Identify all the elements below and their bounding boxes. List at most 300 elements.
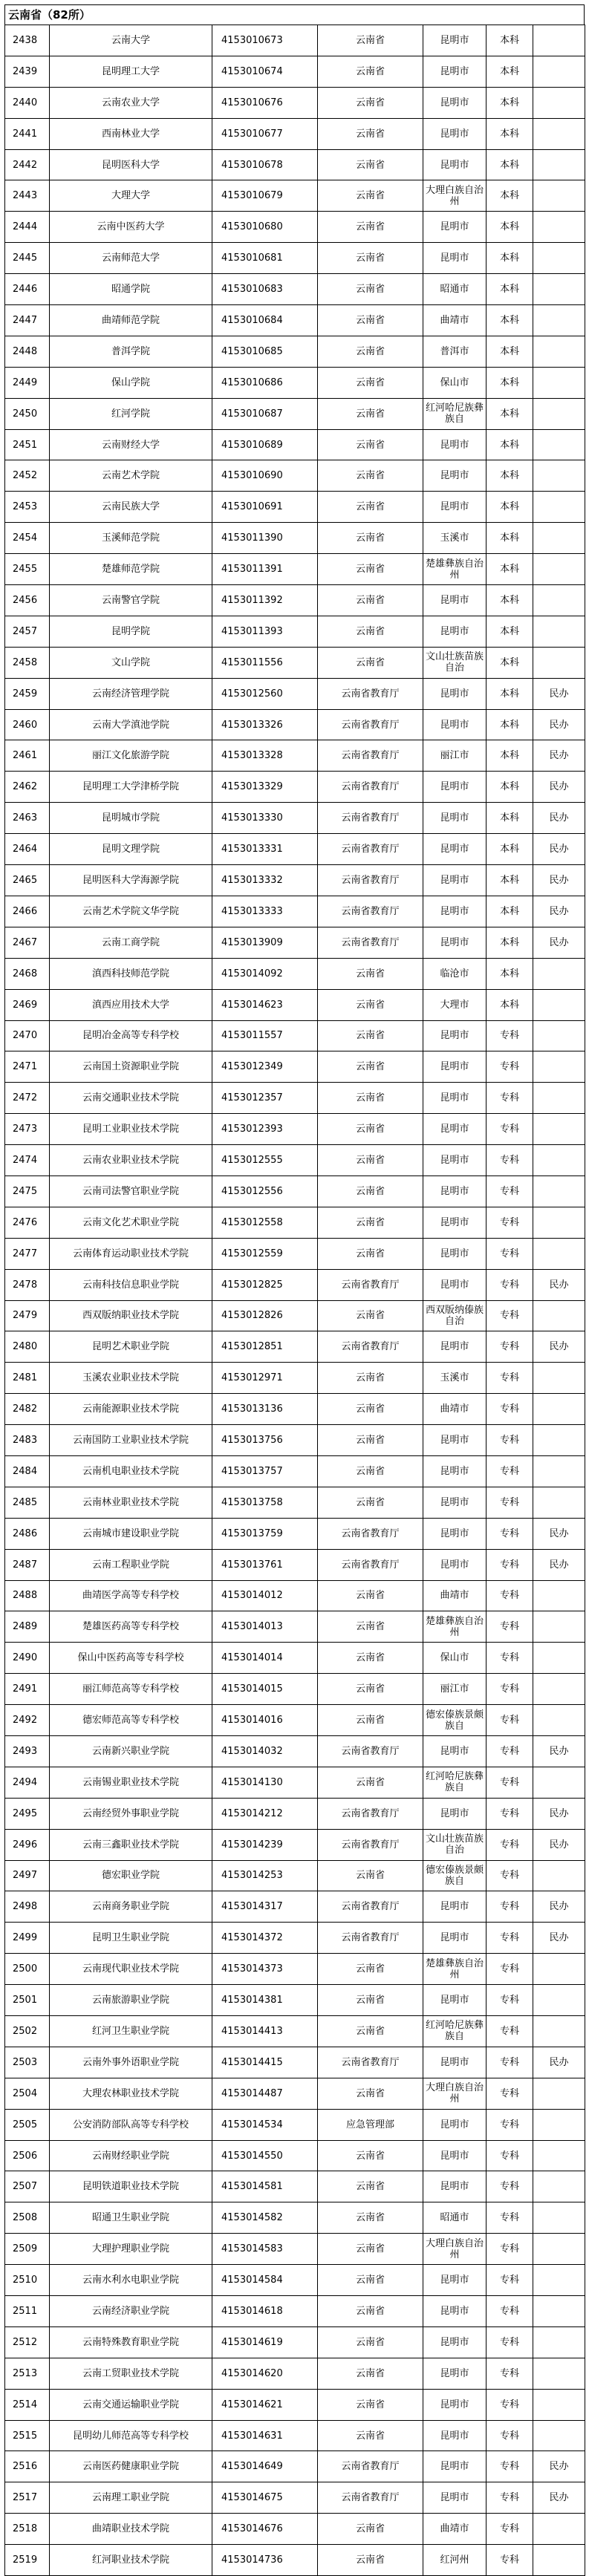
- row-number-cell: 2457: [5, 616, 50, 647]
- level-cell: 专科: [487, 1643, 533, 1674]
- school-name-cell: 云南大学: [50, 25, 212, 56]
- level-cell: 本科: [487, 554, 533, 585]
- level-cell: 专科: [487, 1674, 533, 1705]
- row-number-cell: 2471: [5, 1051, 50, 1083]
- school-name-cell: 滇西应用技术大学: [50, 989, 212, 1020]
- location-cell: 红河哈尼族彝族自: [423, 2016, 487, 2047]
- school-name-cell: 云南三鑫职业技术学院: [50, 1829, 212, 1860]
- remark-cell: [533, 1175, 585, 1207]
- level-cell: 专科: [487, 1860, 533, 1891]
- school-code-cell: 4153013756: [212, 1425, 318, 1456]
- remark-cell: 民办: [533, 2047, 585, 2078]
- authority-cell: 云南省教育厅: [318, 709, 423, 740]
- school-name-cell: 云南现代职业技术学院: [50, 1954, 212, 1985]
- authority-cell: 云南省教育厅: [318, 2451, 423, 2482]
- remark-cell: [533, 1611, 585, 1643]
- school-name-cell: 云南农业大学: [50, 87, 212, 118]
- remark-cell: [533, 1238, 585, 1269]
- row-number-cell: 2483: [5, 1425, 50, 1456]
- table-row: [5, 398, 585, 429]
- authority-cell: 云南省: [318, 1954, 423, 1985]
- school-name-cell: 云南师范大学: [50, 243, 212, 274]
- row-number-cell: 2507: [5, 2171, 50, 2202]
- row-number-cell: 2459: [5, 678, 50, 709]
- level-cell: 本科: [487, 305, 533, 336]
- location-cell: 昆明市: [423, 896, 487, 927]
- level-cell: 本科: [487, 25, 533, 56]
- school-code-cell: 4153014372: [212, 1923, 318, 1954]
- level-cell: 专科: [487, 1020, 533, 1051]
- remark-cell: [533, 305, 585, 336]
- school-code-cell: 4153010673: [212, 25, 318, 56]
- remark-cell: [533, 989, 585, 1020]
- authority-cell: 云南省: [318, 492, 423, 523]
- authority-cell: 云南省: [318, 1643, 423, 1674]
- location-cell: 楚雄彝族自治州: [423, 554, 487, 585]
- school-code-cell: 4153010684: [212, 305, 318, 336]
- authority-cell: 云南省: [318, 2265, 423, 2296]
- location-cell: 昆明市: [423, 2047, 487, 2078]
- row-number-cell: 2477: [5, 1238, 50, 1269]
- school-code-cell: 4153014012: [212, 1580, 318, 1611]
- remark-cell: [533, 1051, 585, 1083]
- level-cell: 专科: [487, 2202, 533, 2234]
- school-code-cell: 4153013758: [212, 1487, 318, 1518]
- school-name-cell: 云南中医药大学: [50, 212, 212, 243]
- level-cell: 本科: [487, 118, 533, 149]
- school-name-cell: 云南民族大学: [50, 492, 212, 523]
- location-cell: 昆明市: [423, 1083, 487, 1114]
- remark-cell: [533, 2296, 585, 2327]
- location-cell: 昭通市: [423, 274, 487, 305]
- school-name-cell: 昆明医科大学海源学院: [50, 865, 212, 896]
- location-cell: 昆明市: [423, 709, 487, 740]
- school-code-cell: 4153014620: [212, 2358, 318, 2389]
- row-number-cell: 2512: [5, 2326, 50, 2358]
- table-row: [5, 958, 585, 989]
- school-name-cell: 云南商务职业学院: [50, 1891, 212, 1923]
- level-cell: 专科: [487, 1455, 533, 1487]
- authority-cell: 云南省教育厅: [318, 803, 423, 834]
- school-code-cell: 4153014618: [212, 2296, 318, 2327]
- school-name-cell: 云南经济职业学院: [50, 2296, 212, 2327]
- remark-cell: [533, 1114, 585, 1145]
- location-cell: 大理白族自治州: [423, 180, 487, 212]
- location-cell: 昆明市: [423, 2109, 487, 2140]
- school-code-cell: 4153010680: [212, 212, 318, 243]
- authority-cell: 云南省教育厅: [318, 2482, 423, 2514]
- row-number-cell: 2513: [5, 2358, 50, 2389]
- school-name-cell: 云南经济管理学院: [50, 678, 212, 709]
- location-cell: 昆明市: [423, 2358, 487, 2389]
- remark-cell: [533, 1674, 585, 1705]
- table-row: [5, 1549, 585, 1580]
- remark-cell: [533, 554, 585, 585]
- location-cell: 昆明市: [423, 25, 487, 56]
- row-number-cell: 2442: [5, 149, 50, 180]
- school-name-cell: 昆明文理学院: [50, 834, 212, 865]
- level-cell: 本科: [487, 367, 533, 398]
- authority-cell: 云南省: [318, 1611, 423, 1643]
- school-name-cell: 云南国防工业职业技术学院: [50, 1425, 212, 1456]
- level-cell: 专科: [487, 1394, 533, 1425]
- table-row: [5, 1394, 585, 1425]
- location-cell: 曲靖市: [423, 1580, 487, 1611]
- location-cell: 昆明市: [423, 1549, 487, 1580]
- remark-cell: 民办: [533, 709, 585, 740]
- row-number-cell: 2438: [5, 25, 50, 56]
- row-number-cell: 2516: [5, 2451, 50, 2482]
- level-cell: 本科: [487, 523, 533, 554]
- school-name-cell: 丽江师范高等专科学校: [50, 1674, 212, 1705]
- school-code-cell: 4153014649: [212, 2451, 318, 2482]
- table-row: [5, 1923, 585, 1954]
- location-cell: 昆明市: [423, 118, 487, 149]
- table-row: [5, 305, 585, 336]
- authority-cell: 云南省: [318, 1145, 423, 1176]
- location-cell: 德宏傣族景颇族自: [423, 1860, 487, 1891]
- row-number-cell: 2456: [5, 585, 50, 616]
- school-name-cell: 玉溪农业职业技术学院: [50, 1363, 212, 1394]
- school-name-cell: 普洱学院: [50, 336, 212, 367]
- school-name-cell: 大理农林职业技术学院: [50, 2078, 212, 2109]
- school-code-cell: 4153011557: [212, 1020, 318, 1051]
- school-code-cell: 4153014676: [212, 2514, 318, 2545]
- location-cell: 文山壮族苗族自治: [423, 647, 487, 678]
- location-cell: 大理白族自治州: [423, 2078, 487, 2109]
- remark-cell: [533, 1083, 585, 1114]
- school-name-cell: 云南财经大学: [50, 429, 212, 460]
- remark-cell: 民办: [533, 772, 585, 803]
- row-number-cell: 2446: [5, 274, 50, 305]
- level-cell: 专科: [487, 2047, 533, 2078]
- school-code-cell: 4153013331: [212, 834, 318, 865]
- authority-cell: 云南省: [318, 2389, 423, 2420]
- school-code-cell: 4153012560: [212, 678, 318, 709]
- school-code-cell: 4153014212: [212, 1798, 318, 1829]
- school-name-cell: 云南艺术学院: [50, 460, 212, 492]
- location-cell: 昆明市: [423, 2171, 487, 2202]
- row-number-cell: 2462: [5, 772, 50, 803]
- remark-cell: [533, 2140, 585, 2171]
- table-body: [5, 25, 585, 2576]
- location-cell: 昆明市: [423, 834, 487, 865]
- row-number-cell: 2492: [5, 1705, 50, 1736]
- row-number-cell: 2498: [5, 1891, 50, 1923]
- school-name-cell: 云南经贸外事职业学院: [50, 1798, 212, 1829]
- authority-cell: 云南省教育厅: [318, 2047, 423, 2078]
- remark-cell: [533, 367, 585, 398]
- row-number-cell: 2441: [5, 118, 50, 149]
- row-number-cell: 2475: [5, 1175, 50, 1207]
- school-name-cell: 楚雄医药高等专科学校: [50, 1611, 212, 1643]
- remark-cell: [533, 2326, 585, 2358]
- school-name-cell: 昆明艺术职业学院: [50, 1331, 212, 1363]
- table-row: [5, 1175, 585, 1207]
- row-number-cell: 2503: [5, 2047, 50, 2078]
- remark-cell: [533, 647, 585, 678]
- school-code-cell: 4153014373: [212, 1954, 318, 1985]
- table-row: [5, 118, 585, 149]
- level-cell: 专科: [487, 2358, 533, 2389]
- remark-cell: 民办: [533, 927, 585, 958]
- remark-cell: 民办: [533, 896, 585, 927]
- remark-cell: [533, 2389, 585, 2420]
- table-row: [5, 1300, 585, 1331]
- school-code-cell: 4153012556: [212, 1175, 318, 1207]
- table-row: [5, 1207, 585, 1238]
- school-code-cell: 4153014092: [212, 958, 318, 989]
- authority-cell: 云南省: [318, 56, 423, 87]
- school-name-cell: 云南工程职业学院: [50, 1549, 212, 1580]
- level-cell: 本科: [487, 492, 533, 523]
- school-code-cell: 4153010685: [212, 336, 318, 367]
- row-number-cell: 2484: [5, 1455, 50, 1487]
- school-code-cell: 4153013328: [212, 740, 318, 772]
- level-cell: 本科: [487, 803, 533, 834]
- school-name-cell: 云南农业职业技术学院: [50, 1145, 212, 1176]
- school-name-cell: 昆明医科大学: [50, 149, 212, 180]
- authority-cell: 云南省: [318, 1114, 423, 1145]
- school-code-cell: 4153014582: [212, 2202, 318, 2234]
- remark-cell: [533, 1207, 585, 1238]
- school-code-cell: 4153013333: [212, 896, 318, 927]
- row-number-cell: 2506: [5, 2140, 50, 2171]
- school-code-cell: 4153014550: [212, 2140, 318, 2171]
- level-cell: 专科: [487, 2545, 533, 2576]
- row-number-cell: 2519: [5, 2545, 50, 2576]
- school-name-cell: 楚雄师范学院: [50, 554, 212, 585]
- level-cell: 专科: [487, 1891, 533, 1923]
- table-row: [5, 1269, 585, 1300]
- level-cell: 本科: [487, 149, 533, 180]
- school-name-cell: 云南医药健康职业学院: [50, 2451, 212, 2482]
- section-title: 云南省（82所）: [4, 4, 585, 25]
- level-cell: 专科: [487, 2234, 533, 2265]
- school-code-cell: 4153012971: [212, 1363, 318, 1394]
- school-code-cell: 4153011391: [212, 554, 318, 585]
- school-code-cell: 4153011393: [212, 616, 318, 647]
- remark-cell: 民办: [533, 803, 585, 834]
- remark-cell: [533, 25, 585, 56]
- row-number-cell: 2517: [5, 2482, 50, 2514]
- school-code-cell: 4153010677: [212, 118, 318, 149]
- level-cell: 专科: [487, 1363, 533, 1394]
- authority-cell: 云南省: [318, 429, 423, 460]
- location-cell: 昆明市: [423, 56, 487, 87]
- row-number-cell: 2487: [5, 1549, 50, 1580]
- authority-cell: 云南省: [318, 2171, 423, 2202]
- row-number-cell: 2491: [5, 1674, 50, 1705]
- location-cell: 昆明市: [423, 460, 487, 492]
- table-row: [5, 2078, 585, 2109]
- remark-cell: [533, 1020, 585, 1051]
- school-name-cell: 昆明理工大学: [50, 56, 212, 87]
- table-row: [5, 2265, 585, 2296]
- remark-cell: 民办: [533, 1518, 585, 1549]
- remark-cell: 民办: [533, 865, 585, 896]
- authority-cell: 云南省: [318, 2420, 423, 2451]
- school-name-cell: 昆明城市学院: [50, 803, 212, 834]
- school-name-cell: 曲靖医学高等专科学校: [50, 1580, 212, 1611]
- table-row: [5, 2358, 585, 2389]
- level-cell: 本科: [487, 709, 533, 740]
- remark-cell: [533, 118, 585, 149]
- row-number-cell: 2449: [5, 367, 50, 398]
- school-name-cell: 云南旅游职业学院: [50, 1985, 212, 2016]
- row-number-cell: 2508: [5, 2202, 50, 2234]
- location-cell: 昆明市: [423, 2482, 487, 2514]
- school-name-cell: 红河职业技术学院: [50, 2545, 212, 2576]
- school-name-cell: 云南大学滇池学院: [50, 709, 212, 740]
- school-code-cell: 4153014130: [212, 1767, 318, 1798]
- school-code-cell: 4153014583: [212, 2234, 318, 2265]
- table-row: [5, 1767, 585, 1798]
- table-row: [5, 1455, 585, 1487]
- authority-cell: 云南省: [318, 554, 423, 585]
- remark-cell: 民办: [533, 1735, 585, 1767]
- school-code-cell: 4153010687: [212, 398, 318, 429]
- remark-cell: [533, 149, 585, 180]
- location-cell: 昆明市: [423, 2140, 487, 2171]
- remark-cell: 民办: [533, 2482, 585, 2514]
- table-row: [5, 1735, 585, 1767]
- school-code-cell: 4153013329: [212, 772, 318, 803]
- remark-cell: [533, 1394, 585, 1425]
- authority-cell: 云南省教育厅: [318, 1549, 423, 1580]
- table-row: [5, 554, 585, 585]
- authority-cell: 云南省: [318, 1487, 423, 1518]
- row-number-cell: 2455: [5, 554, 50, 585]
- table-row: [5, 678, 585, 709]
- level-cell: 专科: [487, 2265, 533, 2296]
- school-name-cell: 昆明铁道职业技术学院: [50, 2171, 212, 2202]
- table-row: [5, 1674, 585, 1705]
- row-number-cell: 2501: [5, 1985, 50, 2016]
- authority-cell: 云南省教育厅: [318, 678, 423, 709]
- level-cell: 专科: [487, 2482, 533, 2514]
- level-cell: 专科: [487, 1238, 533, 1269]
- table-row: [5, 834, 585, 865]
- location-cell: 昆明市: [423, 1425, 487, 1456]
- row-number-cell: 2468: [5, 958, 50, 989]
- location-cell: 昆明市: [423, 585, 487, 616]
- location-cell: 昆明市: [423, 2451, 487, 2482]
- location-cell: 昆明市: [423, 1487, 487, 1518]
- row-number-cell: 2518: [5, 2514, 50, 2545]
- level-cell: 本科: [487, 772, 533, 803]
- authority-cell: 云南省: [318, 336, 423, 367]
- location-cell: 昆明市: [423, 1114, 487, 1145]
- school-code-cell: 4153014621: [212, 2389, 318, 2420]
- row-number-cell: 2458: [5, 647, 50, 678]
- remark-cell: [533, 2078, 585, 2109]
- location-cell: 昆明市: [423, 678, 487, 709]
- level-cell: 专科: [487, 2420, 533, 2451]
- authority-cell: 云南省: [318, 2326, 423, 2358]
- level-cell: 专科: [487, 1518, 533, 1549]
- row-number-cell: 2460: [5, 709, 50, 740]
- row-number-cell: 2494: [5, 1767, 50, 1798]
- remark-cell: [533, 2545, 585, 2576]
- level-cell: 专科: [487, 1611, 533, 1643]
- authority-cell: 云南省: [318, 1705, 423, 1736]
- remark-cell: [533, 56, 585, 87]
- authority-cell: 云南省: [318, 1860, 423, 1891]
- school-code-cell: 4153014014: [212, 1643, 318, 1674]
- remark-cell: [533, 523, 585, 554]
- row-number-cell: 2505: [5, 2109, 50, 2140]
- remark-cell: 民办: [533, 678, 585, 709]
- school-code-cell: 4153014381: [212, 1985, 318, 2016]
- table-row: [5, 1238, 585, 1269]
- table-row: [5, 2140, 585, 2171]
- level-cell: 专科: [487, 1705, 533, 1736]
- school-code-cell: 4153010686: [212, 367, 318, 398]
- school-name-cell: 云南财经职业学院: [50, 2140, 212, 2171]
- level-cell: 专科: [487, 1767, 533, 1798]
- school-name-cell: 德宏师范高等专科学校: [50, 1705, 212, 1736]
- level-cell: 专科: [487, 1425, 533, 1456]
- authority-cell: 云南省: [318, 2078, 423, 2109]
- level-cell: 本科: [487, 585, 533, 616]
- school-name-cell: 昆明学院: [50, 616, 212, 647]
- level-cell: 专科: [487, 1207, 533, 1238]
- school-name-cell: 云南艺术学院文华学院: [50, 896, 212, 927]
- row-number-cell: 2493: [5, 1735, 50, 1767]
- authority-cell: 云南省: [318, 2514, 423, 2545]
- remark-cell: 民办: [533, 1798, 585, 1829]
- location-cell: 昆明市: [423, 927, 487, 958]
- location-cell: 西双版纳傣族自治: [423, 1300, 487, 1331]
- school-code-cell: 4153014623: [212, 989, 318, 1020]
- remark-cell: [533, 958, 585, 989]
- location-cell: 昆明市: [423, 803, 487, 834]
- remark-cell: [533, 87, 585, 118]
- row-number-cell: 2463: [5, 803, 50, 834]
- school-code-cell: 4153014032: [212, 1735, 318, 1767]
- location-cell: 红河州: [423, 2545, 487, 2576]
- row-number-cell: 2515: [5, 2420, 50, 2451]
- authority-cell: 云南省: [318, 647, 423, 678]
- school-code-cell: 4153013761: [212, 1549, 318, 1580]
- authority-cell: 云南省: [318, 616, 423, 647]
- level-cell: 专科: [487, 2514, 533, 2545]
- remark-cell: [533, 1455, 585, 1487]
- remark-cell: [533, 1145, 585, 1176]
- remark-cell: [533, 274, 585, 305]
- school-code-cell: 4153014317: [212, 1891, 318, 1923]
- level-cell: 专科: [487, 2171, 533, 2202]
- remark-cell: [533, 1580, 585, 1611]
- school-code-cell: 4153014253: [212, 1860, 318, 1891]
- school-code-cell: 4153014413: [212, 2016, 318, 2047]
- level-cell: 本科: [487, 87, 533, 118]
- school-name-cell: 云南工商学院: [50, 927, 212, 958]
- authority-cell: 云南省教育厅: [318, 896, 423, 927]
- row-number-cell: 2476: [5, 1207, 50, 1238]
- authority-cell: 云南省: [318, 87, 423, 118]
- table-row: [5, 243, 585, 274]
- row-number-cell: 2473: [5, 1114, 50, 1145]
- authority-cell: 云南省教育厅: [318, 1829, 423, 1860]
- location-cell: 保山市: [423, 367, 487, 398]
- table-row: [5, 1487, 585, 1518]
- table-row: [5, 772, 585, 803]
- level-cell: 本科: [487, 927, 533, 958]
- table-row: [5, 1891, 585, 1923]
- remark-cell: [533, 1767, 585, 1798]
